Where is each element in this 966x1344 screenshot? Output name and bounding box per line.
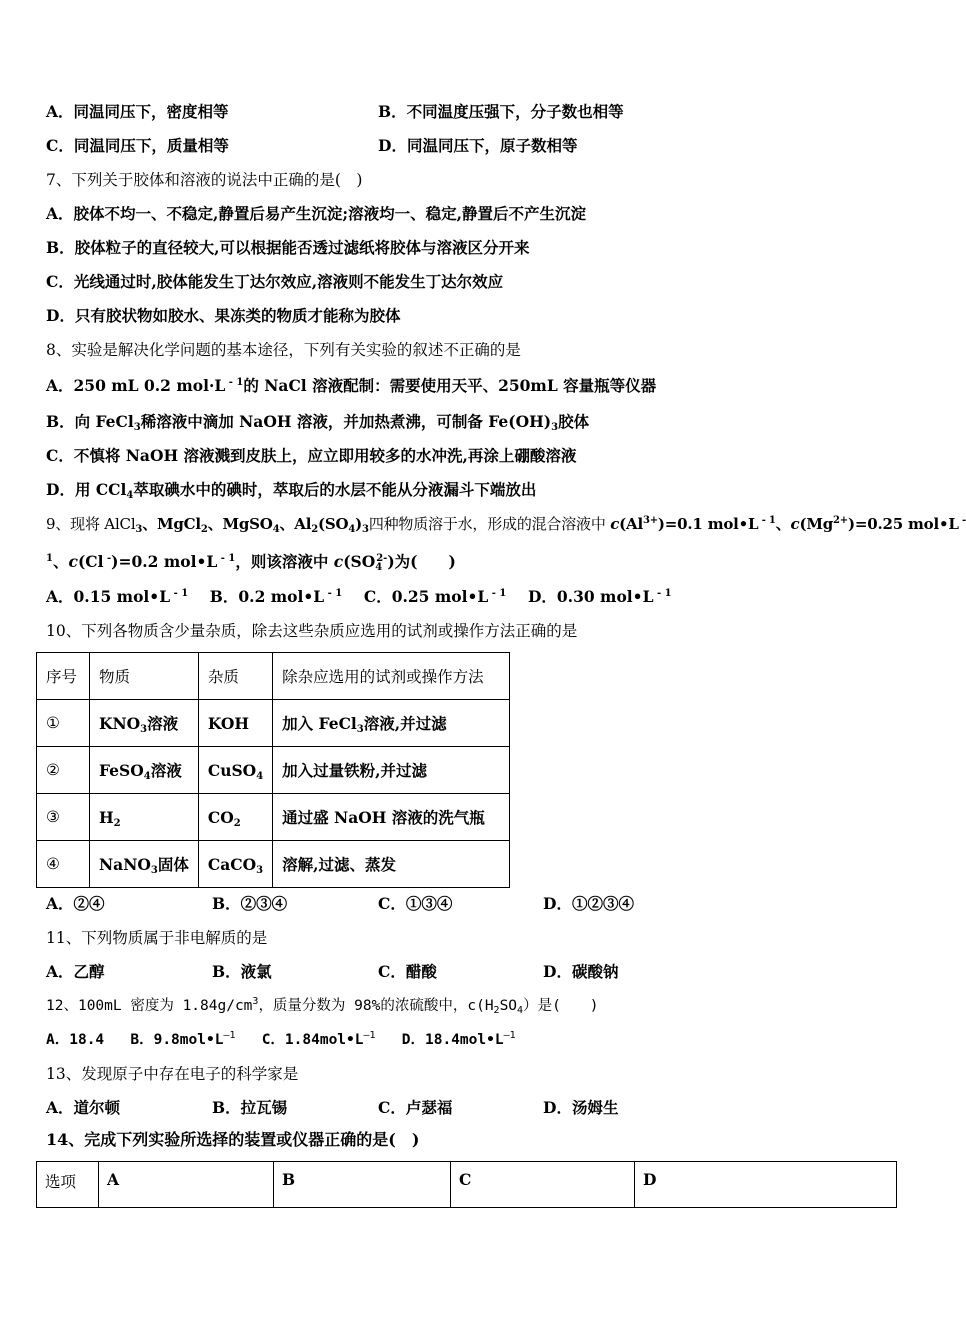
q12-option-a: A．18.4 xyxy=(46,1032,105,1048)
table-header: 选项 xyxy=(37,1162,99,1208)
row-number: ② xyxy=(37,747,90,794)
q12-option-b: B．$9.8mol•L^{—1}$ xyxy=(130,1030,236,1048)
q7-option-b: B．胶体粒子的直径较大,可以根据能否透过滤纸将胶体与溶液区分开来 xyxy=(46,238,530,257)
q9-option-a: A．0.15 mol•L $^{- 1}$ xyxy=(46,587,189,606)
table-row xyxy=(37,747,510,794)
substance-cell: FeSO$_4$溶液 xyxy=(90,747,199,794)
table-header-row xyxy=(37,1162,897,1208)
table-header: 除杂应选用的试剂或操作方法 xyxy=(273,653,510,700)
q6-option-a: A．同温同压下，密度相等 xyxy=(46,102,229,121)
q12-stem: 12、100mL 密度为 $1.84g/cm^3$，质量分数为 98%的浓硫酸中，$c(H_2SO_4)$是( ) xyxy=(46,996,599,1016)
q12-options xyxy=(46,1030,516,1050)
q9-option-b: B．0.2 mol•L $^{- 1}$ xyxy=(209,587,343,606)
q10-option-b: B．②③④ xyxy=(212,894,288,913)
q9-option-c: C．0.25 mol•L $^{- 1}$ xyxy=(363,587,507,606)
q8-option-b: B．向 FeCl$_3$稀溶液中滴加 NaOH 溶液，并加热煮沸，可制备 $Fe(OH)_3$胶体 xyxy=(46,412,590,433)
q10-option-d: D．①②③④ xyxy=(543,894,634,913)
table-header: 物质 xyxy=(90,653,199,700)
q13-option-c: C．卢瑟福 xyxy=(378,1098,453,1117)
q13-option-a: A．道尔顿 xyxy=(46,1098,121,1117)
q13-option-d: D．汤姆生 xyxy=(543,1098,619,1117)
q10-stem: 10、下列各物质含少量杂质，除去这些杂质应选用的试剂或操作方法正确的是 xyxy=(46,622,578,640)
q10-option-a: A．②④ xyxy=(46,894,105,913)
row-number: ① xyxy=(37,700,90,747)
q7-stem: 7、下列关于胶体和溶液的说法中正确的是( ) xyxy=(46,171,363,189)
impurity-cell: $CO_2$ xyxy=(198,794,272,841)
q9-option-d: D．0.30 mol•L $^{- 1}$ xyxy=(527,587,672,606)
table-row xyxy=(37,700,510,747)
q14-stem: 14、完成下列实验所选择的装置或仪器正确的是( ) xyxy=(46,1130,420,1149)
q9-stem-line2: $^1$、c(Cl -)=0.2 mol•L $^{- 1}$，则该溶液中 $c(SO_4^{2-})$为( ) xyxy=(46,552,456,573)
q13-option-b: B．拉瓦锡 xyxy=(212,1098,288,1117)
q12-option-d: D．$18.4mol•L^{—1}$ xyxy=(401,1030,516,1048)
method-cell: 溶解,过滤、蒸发 xyxy=(273,841,510,888)
table-header: C xyxy=(451,1162,635,1208)
table-header: D xyxy=(635,1162,897,1208)
table-header: 杂质 xyxy=(198,653,272,700)
q10-option-c: C．①③④ xyxy=(378,894,453,913)
table-header-row xyxy=(37,653,510,700)
q8-option-c: C．不慎将 NaOH 溶液溅到皮肤上，应立即用较多的水冲洗,再涂上硼酸溶液 xyxy=(46,446,577,465)
q9-options xyxy=(46,587,672,607)
q11-stem: 11、下列物质属于非电解质的是 xyxy=(46,929,268,947)
q6-option-d: D．同温同压下，原子数相等 xyxy=(378,136,578,155)
q11-option-a: A．乙醇 xyxy=(46,962,105,981)
substance-cell: $KNO_3$溶液 xyxy=(90,700,199,747)
q8-option-a: A．250 mL 0.2 mol·L $^{- 1}$的 NaCl 溶液配制：需要使用天平、250mL 容量瓶等仪器 xyxy=(46,376,657,395)
q6-option-b: B．不同温度压强下，分子数也相等 xyxy=(378,102,624,121)
q7-option-a: A．胶体不均一、不稳定,静置后易产生沉淀;溶液均一、稳定,静置后不产生沉淀 xyxy=(46,204,587,223)
q11-option-d: D．碳酸钠 xyxy=(543,962,619,981)
row-number: ③ xyxy=(37,794,90,841)
impurity-cell: KOH xyxy=(198,700,272,747)
table-row xyxy=(37,794,510,841)
substance-cell: $H_2$ xyxy=(90,794,199,841)
q7-option-d: D．只有胶状物如胶水、果冻类的物质才能称为胶体 xyxy=(46,306,401,325)
q10-table xyxy=(36,652,510,888)
q9-stem-line1: 9、现将 AlCl$_3$、MgCl$_2$、MgSO$_4$、$Al_2(SO_4)_3$四种物质溶于水，形成的混合溶液中 $c(Al^{3+})=0.1$ mol•L $^{- 1}$、$c(Mg^{2+})=0.25$ mol•L - xyxy=(46,515,966,535)
method-cell: 通过盛 NaOH 溶液的洗气瓶 xyxy=(273,794,510,841)
q8-option-d: D．用 CCl$_4$萃取碘水中的碘时，萃取后的水层不能从分液漏斗下端放出 xyxy=(46,480,537,501)
table-header: A xyxy=(99,1162,274,1208)
q13-stem: 13、发现原子中存在电子的科学家是 xyxy=(46,1065,299,1083)
table-row xyxy=(37,841,510,888)
q14-table xyxy=(36,1161,897,1208)
q11-option-c: C．醋酸 xyxy=(378,962,437,981)
table-header: 序号 xyxy=(37,653,90,700)
q8-stem: 8、实验是解决化学问题的基本途径，下列有关实验的叙述不正确的是 xyxy=(46,341,521,359)
q6-option-c: C．同温同压下，质量相等 xyxy=(46,136,229,155)
method-cell: 加入过量铁粉,并过滤 xyxy=(273,747,510,794)
q11-option-b: B．液氯 xyxy=(212,962,272,981)
substance-cell: NaNO$_3$固体 xyxy=(90,841,199,888)
q7-option-c: C．光线通过时,胶体能发生丁达尔效应,溶液则不能发生丁达尔效应 xyxy=(46,272,504,291)
q12-option-c: C．$1.84mol•L^{—1}$ xyxy=(261,1030,376,1048)
method-cell: 加入 FeCl$_3$溶液,并过滤 xyxy=(273,700,510,747)
row-number: ④ xyxy=(37,841,90,888)
impurity-cell: CaCO$_3$ xyxy=(198,841,272,888)
table-header: B xyxy=(274,1162,451,1208)
impurity-cell: CuSO$_4$ xyxy=(198,747,272,794)
